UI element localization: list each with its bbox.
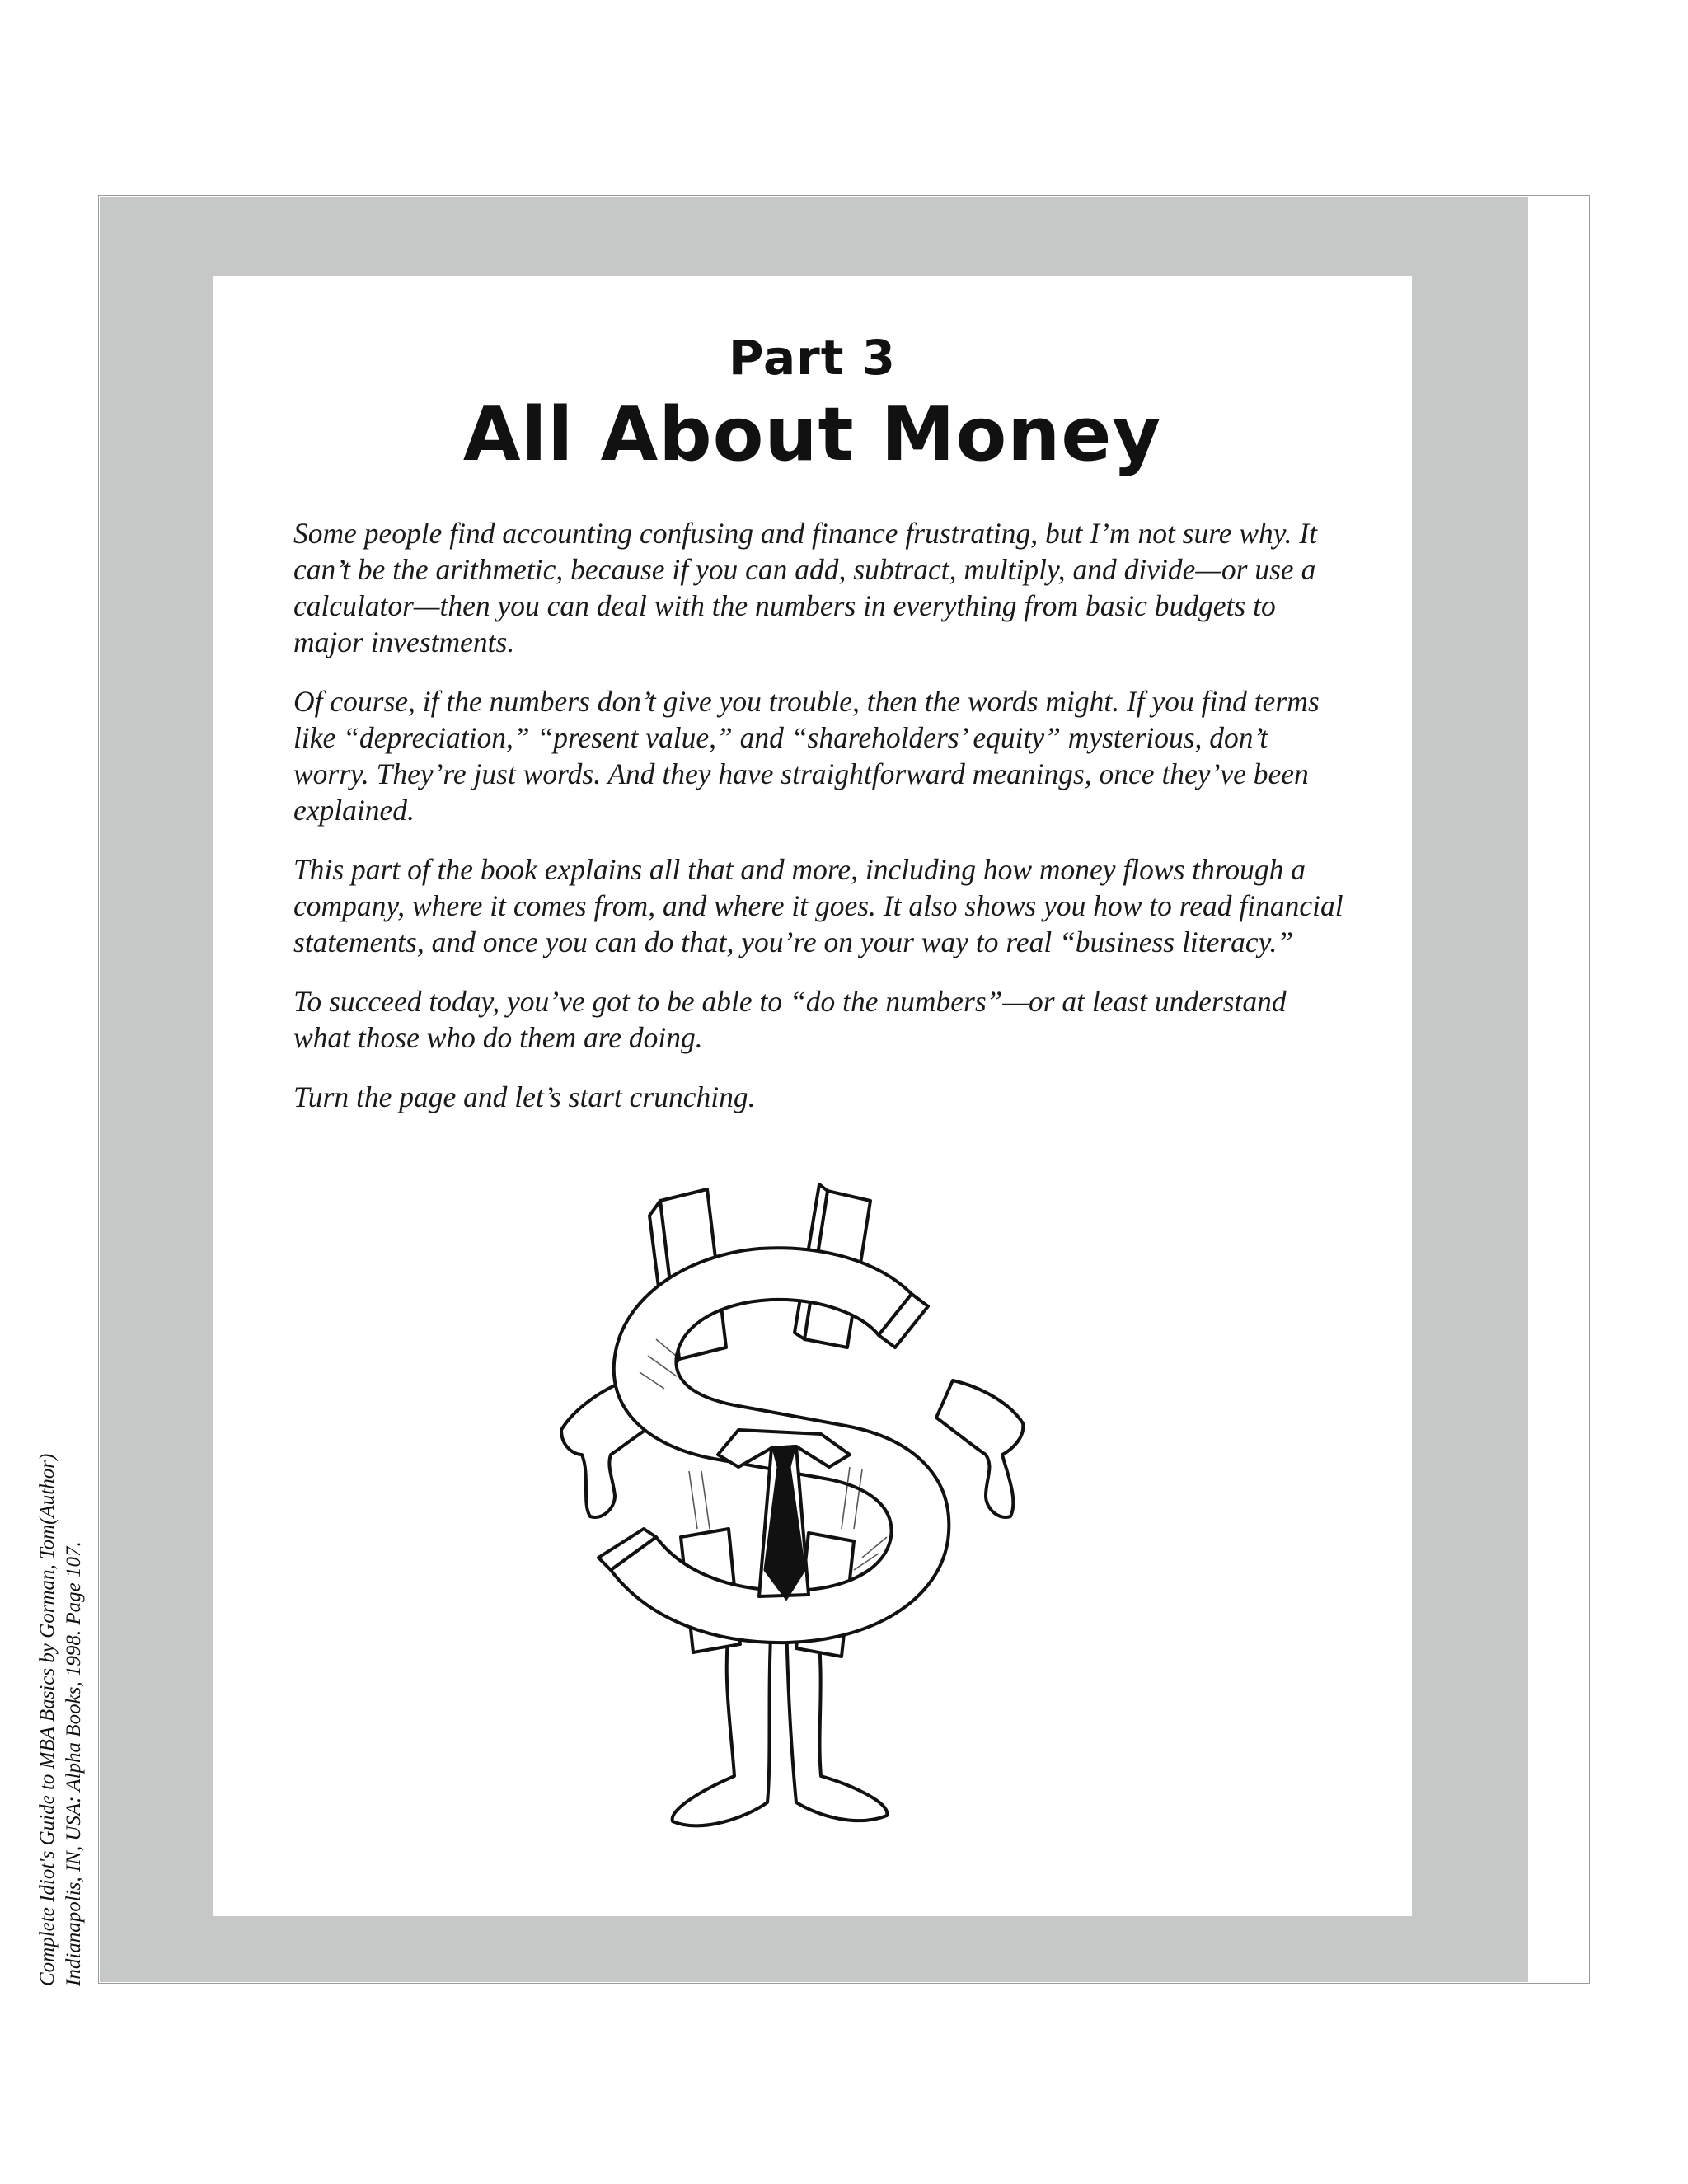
- citation: [35, 1393, 87, 1986]
- paragraph: Turn the page and let’s start crunching.: [293, 1080, 756, 1113]
- body-text: [293, 515, 1348, 1138]
- citation-line: Indianapolis, IN, USA: Alpha Books, 1998. Page 107.: [63, 1541, 85, 1986]
- citation-line: Complete Idiot's Guide to MBA Basics by Gorman, Tom(Author): [36, 1453, 59, 1986]
- paragraph: Some people find accounting confusing and finance frustrating, but I’m not sure why. It can’t be the arithmetic, because if you can add, subtract, multiply, and divide—or use a calculator—then you can deal with the numbers in everything from basic budgets to major investments.: [293, 517, 1318, 658]
- paragraph: To succeed today, you’ve got to be able to “do the numbers”—or at least understand what those who do them are doing.: [293, 985, 1287, 1054]
- book-page: [213, 276, 1412, 1916]
- paragraph: Of course, if the numbers don’t give you trouble, then the words might. If you find terms like “depreciation,” “present value,” and “shareholders’ equity” mysterious, don’t worry. They’re just words. And they have straightforward meanings, once they’ve been explained.: [293, 685, 1320, 827]
- dollar-sign-businessman-icon: [524, 1183, 1118, 1850]
- paragraph: This part of the book explains all that and more, including how money flows through a company, where it comes from, and where it goes. It also shows you how to read financial statements, and once you can do that, you’re on your way to real “business literacy.”: [293, 853, 1343, 958]
- part-label: Part 3: [729, 330, 896, 386]
- page-title: All About Money: [462, 391, 1162, 478]
